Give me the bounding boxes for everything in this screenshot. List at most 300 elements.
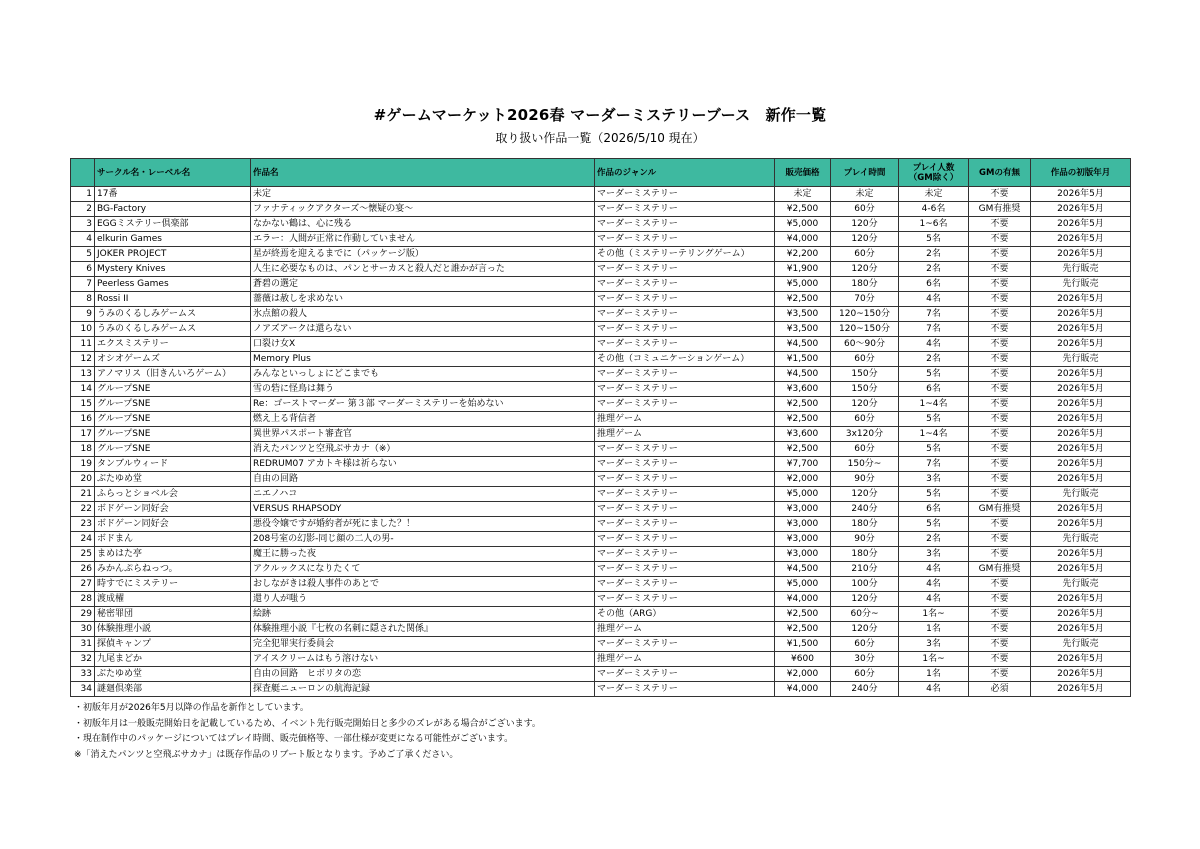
work-title: 燃え上る背信者 [251, 412, 595, 427]
table-row [71, 652, 1131, 667]
player-count: 5名 [899, 517, 969, 532]
row-number: 10 [71, 322, 95, 337]
gm-required: 不要 [969, 577, 1031, 592]
row-number: 29 [71, 607, 95, 622]
row-number: 26 [71, 562, 95, 577]
work-title: 自由の回路 ヒボリタの恋 [251, 667, 595, 682]
work-title: 絵跡 [251, 607, 595, 622]
player-count: 1名~ [899, 607, 969, 622]
player-count: 1~4名 [899, 427, 969, 442]
circle-name: ボドゲーン同好会 [95, 517, 251, 532]
row-number: 24 [71, 532, 95, 547]
col-header-price: 販売価格 [775, 159, 831, 187]
release-date: 2026年5月 [1031, 412, 1131, 427]
note-line: ・初版年月が2026年5月以降の作品を新作としています。 [74, 703, 309, 713]
price: ¥3,000 [775, 517, 831, 532]
circle-name: 秘密罪団 [95, 607, 251, 622]
play-time: 120~150分 [831, 307, 899, 322]
circle-name: グループSNE [95, 397, 251, 412]
play-time: 210分 [831, 562, 899, 577]
price: ¥2,200 [775, 247, 831, 262]
release-date: 2026年5月 [1031, 502, 1131, 517]
table-header-row [71, 159, 1131, 187]
player-count: 5名 [899, 412, 969, 427]
player-count: 4名 [899, 577, 969, 592]
player-count: 4名 [899, 337, 969, 352]
row-number: 27 [71, 577, 95, 592]
player-count: 5名 [899, 367, 969, 382]
table-row [71, 382, 1131, 397]
row-number: 16 [71, 412, 95, 427]
work-title: 体験推理小説『七枚の名刺に隠された関係』 [251, 622, 595, 637]
table-row [71, 322, 1131, 337]
play-time: 3x120分 [831, 427, 899, 442]
gm-required: 不要 [969, 352, 1031, 367]
circle-name: エクスミステリー [95, 337, 251, 352]
player-count: 1~6名 [899, 217, 969, 232]
col-header-title: 作品名 [251, 159, 595, 187]
work-title: 蒼碧の選定 [251, 277, 595, 292]
gm-required: 不要 [969, 667, 1031, 682]
gm-required: 不要 [969, 592, 1031, 607]
gm-required: 不要 [969, 517, 1031, 532]
play-time: 未定 [831, 187, 899, 202]
player-count: 6名 [899, 502, 969, 517]
player-count: 1名 [899, 622, 969, 637]
circle-name: タンブルウィード [95, 457, 251, 472]
player-count: 5名 [899, 442, 969, 457]
player-count: 4-6名 [899, 202, 969, 217]
gm-required: 不要 [969, 532, 1031, 547]
release-date: 2026年5月 [1031, 622, 1131, 637]
release-date: 2026年5月 [1031, 187, 1131, 202]
row-number: 21 [71, 487, 95, 502]
player-count: 2名 [899, 352, 969, 367]
play-time: 180分 [831, 547, 899, 562]
genre: マーダーミステリー [595, 292, 775, 307]
play-time: 90分 [831, 472, 899, 487]
row-number: 31 [71, 637, 95, 652]
row-number: 34 [71, 682, 95, 697]
player-count: 3名 [899, 637, 969, 652]
genre: マーダーミステリー [595, 382, 775, 397]
row-number: 2 [71, 202, 95, 217]
play-time: 90分 [831, 532, 899, 547]
play-time: 150分 [831, 382, 899, 397]
play-time: 60分 [831, 667, 899, 682]
gm-required: 不要 [969, 412, 1031, 427]
release-date: 2026年5月 [1031, 217, 1131, 232]
row-number: 30 [71, 622, 95, 637]
genre: マーダーミステリー [595, 682, 775, 697]
release-date: 2026年5月 [1031, 442, 1131, 457]
price: ¥2,000 [775, 472, 831, 487]
release-date: 2026年5月 [1031, 547, 1131, 562]
gm-required: 不要 [969, 472, 1031, 487]
price: ¥4,000 [775, 232, 831, 247]
work-title: 魔王に勝った夜 [251, 547, 595, 562]
circle-name: ぶたゆめ堂 [95, 472, 251, 487]
play-time: 240分 [831, 682, 899, 697]
work-title: 自由の回路 [251, 472, 595, 487]
work-title: VERSUS RHAPSODY [251, 502, 595, 517]
gm-required: 不要 [969, 307, 1031, 322]
release-date: 2026年5月 [1031, 397, 1131, 412]
table-row [71, 277, 1131, 292]
work-title: アイスクリームはもう溶けない [251, 652, 595, 667]
player-count: 3名 [899, 472, 969, 487]
genre: マーダーミステリー [595, 202, 775, 217]
genre: マーダーミステリー [595, 277, 775, 292]
table-row [71, 187, 1131, 202]
table-row [71, 217, 1131, 232]
release-date: 先行販売 [1031, 262, 1131, 277]
price: ¥1,900 [775, 262, 831, 277]
price: ¥1,500 [775, 637, 831, 652]
gm-required: GM有推奨 [969, 202, 1031, 217]
player-count: 4名 [899, 292, 969, 307]
page-title: #ゲームマーケット2026春 マーダーミステリーブース 新作一覧 [373, 106, 827, 124]
price: ¥3,500 [775, 322, 831, 337]
gm-required: 不要 [969, 262, 1031, 277]
note-line: ※「消えたパンツと空飛ぶサカナ」は既存作品のリブート版となります。予めご了承ください。 [74, 749, 459, 760]
genre: マーダーミステリー [595, 232, 775, 247]
work-title: 星が終焉を迎えるまでに（パッケージ版） [251, 247, 595, 262]
work-title: エラー：人間が正常に作動していません [251, 232, 595, 247]
row-number: 32 [71, 652, 95, 667]
play-time: 60〜90分 [831, 337, 899, 352]
gm-required: 不要 [969, 322, 1031, 337]
page-subtitle: 取り扱い作品一覧（2026/5/10 現在） [495, 131, 705, 145]
row-number: 6 [71, 262, 95, 277]
player-count: 4名 [899, 562, 969, 577]
table-row [71, 232, 1131, 247]
player-count: 3名 [899, 547, 969, 562]
circle-name: 体験推理小説 [95, 622, 251, 637]
gm-required: 不要 [969, 622, 1031, 637]
circle-name: 探偵キャンプ [95, 637, 251, 652]
release-date: 2026年5月 [1031, 322, 1131, 337]
genre: マーダーミステリー [595, 367, 775, 382]
genre: その他（ARG） [595, 607, 775, 622]
col-header-playtime: プレイ時間 [831, 159, 899, 187]
release-date: 2026年5月 [1031, 367, 1131, 382]
table-row [71, 337, 1131, 352]
circle-name: うみのくるしみゲームス [95, 307, 251, 322]
row-number: 4 [71, 232, 95, 247]
table-row [71, 442, 1131, 457]
genre: マーダーミステリー [595, 487, 775, 502]
player-count: 2名 [899, 262, 969, 277]
genre: マーダーミステリー [595, 547, 775, 562]
gm-required: 不要 [969, 277, 1031, 292]
release-date: 2026年5月 [1031, 682, 1131, 697]
player-count: 4名 [899, 592, 969, 607]
gm-required: GM有推奨 [969, 562, 1031, 577]
release-date: 2026年5月 [1031, 457, 1131, 472]
gm-required: 不要 [969, 367, 1031, 382]
release-date: 2026年5月 [1031, 232, 1131, 247]
player-count: 2名 [899, 532, 969, 547]
price: ¥2,500 [775, 607, 831, 622]
circle-name: ぶたゆめ堂 [95, 667, 251, 682]
note-line: ・現在制作中のパッケージについてはプレイ時間、販売価格等、一部仕様が変更になる可能性がございます。 [74, 734, 514, 744]
gm-required: 不要 [969, 397, 1031, 412]
release-date: 2026年5月 [1031, 382, 1131, 397]
row-number: 11 [71, 337, 95, 352]
price: ¥2,500 [775, 442, 831, 457]
col-header-genre: 作品のジャンル [595, 159, 775, 187]
play-time: 180分 [831, 517, 899, 532]
gm-required: 必須 [969, 682, 1031, 697]
work-title: みんなといっしょにどこまでも [251, 367, 595, 382]
gm-required: 不要 [969, 487, 1031, 502]
note-line: ・初版年月は一般販売開始日を記載しているため、イベント先行販売開始日と多少のズレがある場合がございます。 [74, 718, 541, 729]
gm-required: 不要 [969, 337, 1031, 352]
works-table [70, 158, 1131, 697]
player-count: 5名 [899, 232, 969, 247]
genre: マーダーミステリー [595, 397, 775, 412]
genre: マーダーミステリー [595, 442, 775, 457]
genre: その他（コミュニケーションゲーム） [595, 352, 775, 367]
work-title: 還り人が嗤う [251, 592, 595, 607]
circle-name: Mystery Knives [95, 262, 251, 277]
price: ¥4,500 [775, 367, 831, 382]
col-header-release: 作品の初版年月 [1031, 159, 1131, 187]
genre: 推理ゲーム [595, 427, 775, 442]
price: ¥3,600 [775, 382, 831, 397]
genre: マーダーミステリー [595, 262, 775, 277]
release-date: 先行販売 [1031, 277, 1131, 292]
col-header-number [71, 159, 95, 187]
gm-required: 不要 [969, 442, 1031, 457]
price: ¥5,000 [775, 577, 831, 592]
genre: マーダーミステリー [595, 637, 775, 652]
circle-name: EGGミステリー倶楽部 [95, 217, 251, 232]
release-date: 2026年5月 [1031, 562, 1131, 577]
row-number: 17 [71, 427, 95, 442]
gm-required: 不要 [969, 652, 1031, 667]
table-row [71, 352, 1131, 367]
row-number: 13 [71, 367, 95, 382]
price: ¥3,000 [775, 502, 831, 517]
table-row [71, 547, 1131, 562]
release-date: 2026年5月 [1031, 202, 1131, 217]
player-count: 1~4名 [899, 397, 969, 412]
genre: マーダーミステリー [595, 502, 775, 517]
player-count: 6名 [899, 277, 969, 292]
table-row [71, 292, 1131, 307]
table-row [71, 307, 1131, 322]
row-number: 1 [71, 187, 95, 202]
circle-name: 時すでにミステリー [95, 577, 251, 592]
work-title: 異世界パスポート審査官 [251, 427, 595, 442]
release-date: 2026年5月 [1031, 247, 1131, 262]
release-date: 2026年5月 [1031, 592, 1131, 607]
price: ¥4,500 [775, 562, 831, 577]
player-count: 未定 [899, 187, 969, 202]
price: ¥3,000 [775, 532, 831, 547]
circle-name: グループSNE [95, 442, 251, 457]
genre: マーダーミステリー [595, 217, 775, 232]
price: ¥5,000 [775, 217, 831, 232]
play-time: 60分 [831, 412, 899, 427]
table-row [71, 637, 1131, 652]
play-time: 30分 [831, 652, 899, 667]
work-title: ノアズアークは還らない [251, 322, 595, 337]
release-date: 先行販売 [1031, 532, 1131, 547]
circle-name: 九尾まどか [95, 652, 251, 667]
table-row [71, 532, 1131, 547]
row-number: 5 [71, 247, 95, 262]
table-row [71, 262, 1131, 277]
gm-required: GM有推奨 [969, 502, 1031, 517]
player-count: 5名 [899, 487, 969, 502]
price: ¥3,600 [775, 427, 831, 442]
table-row [71, 487, 1131, 502]
circle-name: みかんぷらねっつ。 [95, 562, 251, 577]
release-date: 2026年5月 [1031, 427, 1131, 442]
genre: マーダーミステリー [595, 532, 775, 547]
price: ¥3,000 [775, 547, 831, 562]
work-title: Re：ゴーストマーダー 第３部 マーダーミステリーを始めない [251, 397, 595, 412]
row-number: 3 [71, 217, 95, 232]
gm-required: 不要 [969, 292, 1031, 307]
table-row [71, 622, 1131, 637]
play-time: 150分~ [831, 457, 899, 472]
price: ¥2,500 [775, 202, 831, 217]
genre: 推理ゲーム [595, 412, 775, 427]
release-date: 先行販売 [1031, 487, 1131, 502]
row-number: 33 [71, 667, 95, 682]
release-date: 先行販売 [1031, 352, 1131, 367]
price: ¥2,500 [775, 622, 831, 637]
play-time: 120~150分 [831, 322, 899, 337]
play-time: 120分 [831, 232, 899, 247]
table-row [71, 367, 1131, 382]
circle-name: 17番 [95, 187, 251, 202]
row-number: 19 [71, 457, 95, 472]
notes [74, 701, 541, 763]
circle-name: アノマリス（旧きんいろゲーム） [95, 367, 251, 382]
genre: マーダーミステリー [595, 472, 775, 487]
genre: マーダーミステリー [595, 457, 775, 472]
price: ¥2,000 [775, 667, 831, 682]
gm-required: 不要 [969, 607, 1031, 622]
release-date: 2026年5月 [1031, 292, 1131, 307]
player-count: 6名 [899, 382, 969, 397]
circle-name: 渡成櫂 [95, 592, 251, 607]
price: ¥1,500 [775, 352, 831, 367]
circle-name: うみのくるしみゲームス [95, 322, 251, 337]
row-number: 25 [71, 547, 95, 562]
release-date: 先行販売 [1031, 637, 1131, 652]
work-title: ニエノハコ [251, 487, 595, 502]
col-header-circle: サークル名・レーベル名 [95, 159, 251, 187]
gm-required: 不要 [969, 217, 1031, 232]
player-count: 7名 [899, 457, 969, 472]
play-time: 150分 [831, 367, 899, 382]
circle-name: Peerless Games [95, 277, 251, 292]
work-title: アクルックスになりたくて [251, 562, 595, 577]
table-row [71, 247, 1131, 262]
player-count: 7名 [899, 322, 969, 337]
gm-required: 不要 [969, 427, 1031, 442]
work-title: 未定 [251, 187, 595, 202]
genre: マーダーミステリー [595, 562, 775, 577]
genre: マーダーミステリー [595, 517, 775, 532]
gm-required: 不要 [969, 232, 1031, 247]
release-date: 2026年5月 [1031, 607, 1131, 622]
play-time: 60分~ [831, 607, 899, 622]
genre: マーダーミステリー [595, 592, 775, 607]
price: ¥5,000 [775, 277, 831, 292]
gm-required: 不要 [969, 547, 1031, 562]
row-number: 8 [71, 292, 95, 307]
genre: マーダーミステリー [595, 322, 775, 337]
work-title: 消えたパンツと空飛ぶサカナ（※） [251, 442, 595, 457]
table-row [71, 202, 1131, 217]
row-number: 14 [71, 382, 95, 397]
release-date: 2026年5月 [1031, 652, 1131, 667]
circle-name: オシオゲームズ [95, 352, 251, 367]
price: ¥5,000 [775, 487, 831, 502]
row-number: 18 [71, 442, 95, 457]
play-time: 180分 [831, 277, 899, 292]
price: ¥2,500 [775, 397, 831, 412]
price: ¥600 [775, 652, 831, 667]
work-title: ファナティックアクターズ〜懐疑の宴〜 [251, 202, 595, 217]
gm-required: 不要 [969, 637, 1031, 652]
work-title: 探査艇ニューロンの航海記録 [251, 682, 595, 697]
work-title: 口裂け女X [251, 337, 595, 352]
table-row [71, 397, 1131, 412]
gm-required: 不要 [969, 457, 1031, 472]
player-count: 4名 [899, 682, 969, 697]
work-title: REDRUM07 アカトキ様は祈らない [251, 457, 595, 472]
row-number: 20 [71, 472, 95, 487]
play-time: 60分 [831, 202, 899, 217]
circle-name: elkurin Games [95, 232, 251, 247]
col-header-gm: GMの有無 [969, 159, 1031, 187]
gm-required: 不要 [969, 187, 1031, 202]
circle-name: まめはた亭 [95, 547, 251, 562]
play-time: 100分 [831, 577, 899, 592]
play-time: 120分 [831, 217, 899, 232]
release-date: 先行販売 [1031, 577, 1131, 592]
release-date: 2026年5月 [1031, 472, 1131, 487]
price: 未定 [775, 187, 831, 202]
genre: マーダーミステリー [595, 307, 775, 322]
play-time: 120分 [831, 592, 899, 607]
circle-name: グループSNE [95, 382, 251, 397]
circle-name: ボドゲーン同好会 [95, 502, 251, 517]
table-row [71, 682, 1131, 697]
work-title: 208号室の幻影-同じ顔の二人の男- [251, 532, 595, 547]
circle-name: ボドまん [95, 532, 251, 547]
table-body [71, 187, 1131, 697]
table-row [71, 607, 1131, 622]
player-count: 2名 [899, 247, 969, 262]
player-count: 1名 [899, 667, 969, 682]
circle-name: Rossi II [95, 292, 251, 307]
table-row [71, 667, 1131, 682]
row-number: 7 [71, 277, 95, 292]
price: ¥4,000 [775, 682, 831, 697]
price: ¥3,500 [775, 307, 831, 322]
release-date: 2026年5月 [1031, 307, 1131, 322]
price: ¥2,500 [775, 412, 831, 427]
